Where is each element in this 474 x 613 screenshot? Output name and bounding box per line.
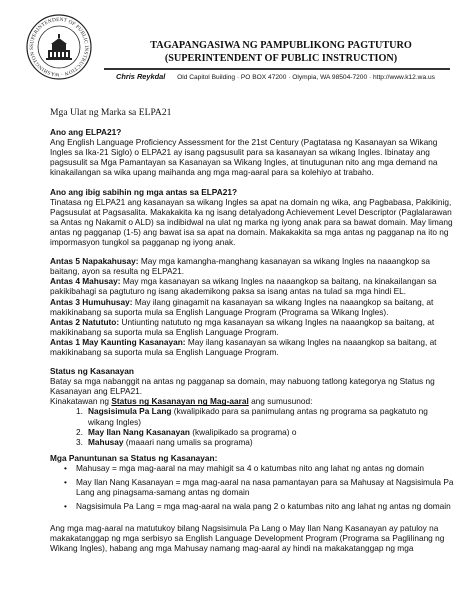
superintendent-name: Chris Reykdal [116,72,166,81]
intro-text: Kinakatawan ng [50,396,112,407]
bullet-icon: • [64,501,67,512]
level-4-definition [50,276,454,296]
letterhead-title-line1: TAGAPANGASIWA NG PAMPUBLIKONG PAGTUTURO [150,40,412,51]
paragraph-closing: Ang mga mag-aaral na matutukoy bilang Nagsisimula Pa Lang o May Ilan Nang Kasanayan ay patuloy na makakatanggap ng mga serbisyo sa English Language Development Program (Programa sa Paglilinang ng Wikang Ingles), habang ang mga Mahusay namang mag-aaral ay hindi na makakatanggap ng mga [50,523,445,554]
rule-text: May Ilan Nang Kasanayan = mga mag-aaral na nasa pamantayan para sa Mahusay at Nagsisimula Pa Lang ang pinagsama-samang antas ng domain [76,477,454,498]
document-body [50,108,454,563]
letterhead-contact [116,72,456,81]
seal-ring-text: SUPERINTENDENT OF PUBLIC INSTRUCTION · WASHINGTON S [28,16,90,78]
rule-text: Nagsisimula Pa Lang = mga mag-aaral na wala pang 2 o katumbas nito ang lahat ng antas ng domain [76,501,451,512]
proficiency-status-intro [50,396,454,406]
level-5-definition [50,256,454,276]
bullet-icon: • [64,462,67,473]
paragraph-what-is-elpa21: Ang English Language Proficiency Assessment for the 21st Century (Pagtatasa ng Kasanayan sa Wikang Ingles sa Ika-21 Siglo) o ELPA21 ay isang pagsusulit para sa kasanayan sa wikang Ingles. Ibinatay ang pagsusulit sa Mga Pamantayan sa Kasanayan sa Wikang Ingles, at tinutugunan nito ang mga demand na kinakailangan sa wika upang maihanda ang mga mag-aaral para sa kolehiyo at trabaho. [50,137,438,178]
paragraph-levels-meaning: Tinatasa ng ELPA21 ang kasanayan sa wikang Ingles sa apat na domain ng wika, ang Pagbabasa, Pakikinig, Pagsusulat at Pagsasalita. Makakakita ka ng isang detalyadong Achievement Level Descriptor (Paglalarawan sa Antas ng Nakamit o ALD) sa indibidwal na ulat ng marka ng iyong anak para sa bawat domain. May limang antas ng pagganap (1-5) ang bawat isa sa apat na domain. Makakakita sa mga antas ng pagganap na ito ng impormasyon tungkol sa pagganap ng iyong anak. [50,196,453,248]
list-item [64,477,454,497]
level-text: May ilang ginagamit na kasanayan sa wikang Ingles na naaangkop sa baitang, at makikinabang sa suporta mula sa English Language Program (Programa sa Wikang Ingles). [50,296,434,317]
paragraph-proficiency-status: Batay sa mga nabanggit na antas ng pagganap sa domain, may nabuong tatlong kategorya ng Status ng Kasanayan ang ELPA21. [50,376,435,397]
level-text: May mga kamangha-manghang kasanayan sa wikang Ingles na naaangkop sa baitang, ayon sa resulta ng ELPA21. [50,256,431,277]
level-text: Untiunting natututo ng mga kasanayan sa wikang Ingles na naaangkop sa baitang, at makikinabang sa suporta mula sa English Language Program. [50,316,435,337]
level-2-definition [50,317,454,337]
letterhead-title-line2: (SUPERINTENDENT OF PUBLIC INSTRUCTION) [164,52,398,64]
section-heading-status-rules: Mga Panuntunan sa Status ng Kasanayan: [50,452,218,463]
level-label: Antas 2 Natututo: [50,316,120,327]
level-definitions [50,256,454,357]
level-3-definition [50,297,454,317]
letterhead-divider [104,68,450,70]
list-item [76,406,454,426]
intro-text-end: ang sumusunod: [248,396,313,407]
level-text: May mga kasanayan sa wikang Ingles na naaangkop sa baitang, na kinakailangan sa pakikibahagi sa pagtuturo ng isang akademikong paksa sa isang antas na tulad sa mga hindi EL. [50,276,437,297]
status-description: (kwalipikado para sa panimulang antas ng programa sa pagkatuto ng wikang Ingles) [88,406,428,427]
office-address: Old Capitol Building · PO BOX 47200 · Olympia, WA 98504-7200 · http://www.k12.wa.us [177,74,435,81]
list-number: 2. [76,426,83,437]
list-item [64,501,454,511]
status-name: May Ilan Nang Kasanayan [88,426,190,437]
level-label: Antas 1 May Kaunting Kasanayan: [50,336,186,347]
level-label: Antas 4 Mahusay: [50,276,121,287]
state-seal-logo [26,14,92,80]
section-heading-levels-meaning: Ano ang ibig sabihin ng mga antas sa ELPA21? [50,186,238,197]
level-label: Antas 3 Humuhusay: [50,296,133,307]
rule-text: Mahusay = mga mag-aaral na may mahigit sa 4 o katumbas nito ang lahat ng antas ng domain [76,462,424,473]
status-rules-list [64,463,454,511]
status-name: Nagsisimula Pa Lang [88,406,172,417]
intro-bold-text: Status ng Kasanayan ng Mag-aaral [111,396,249,407]
list-item [64,463,454,473]
level-label: Antas 5 Napakahusay: [50,256,139,267]
section-heading-proficiency-status: Status ng Kasanayan [50,366,134,377]
letterhead-title [118,40,444,65]
document-title: Mga Ulat ng Marka sa ELPA21 [50,107,172,118]
list-item [76,437,454,447]
status-description: (kwalipikado sa programa) o [189,426,297,437]
list-number: 3. [76,436,83,447]
list-item [76,427,454,437]
level-text: May ilang kasanayan sa wikang Ingles na naaangkop sa baitang, at makikinabang sa suporta mula sa English Language Program. [50,336,437,357]
level-1-definition [50,337,454,357]
proficiency-status-list [76,406,454,446]
list-number: 1. [76,406,83,417]
section-heading-what-is-elpa21: Ano ang ELPA21? [50,127,122,138]
bullet-icon: • [64,477,67,487]
status-name: Mahusay [88,436,124,447]
status-description: (maaari nang umalis sa programa) [123,436,253,447]
